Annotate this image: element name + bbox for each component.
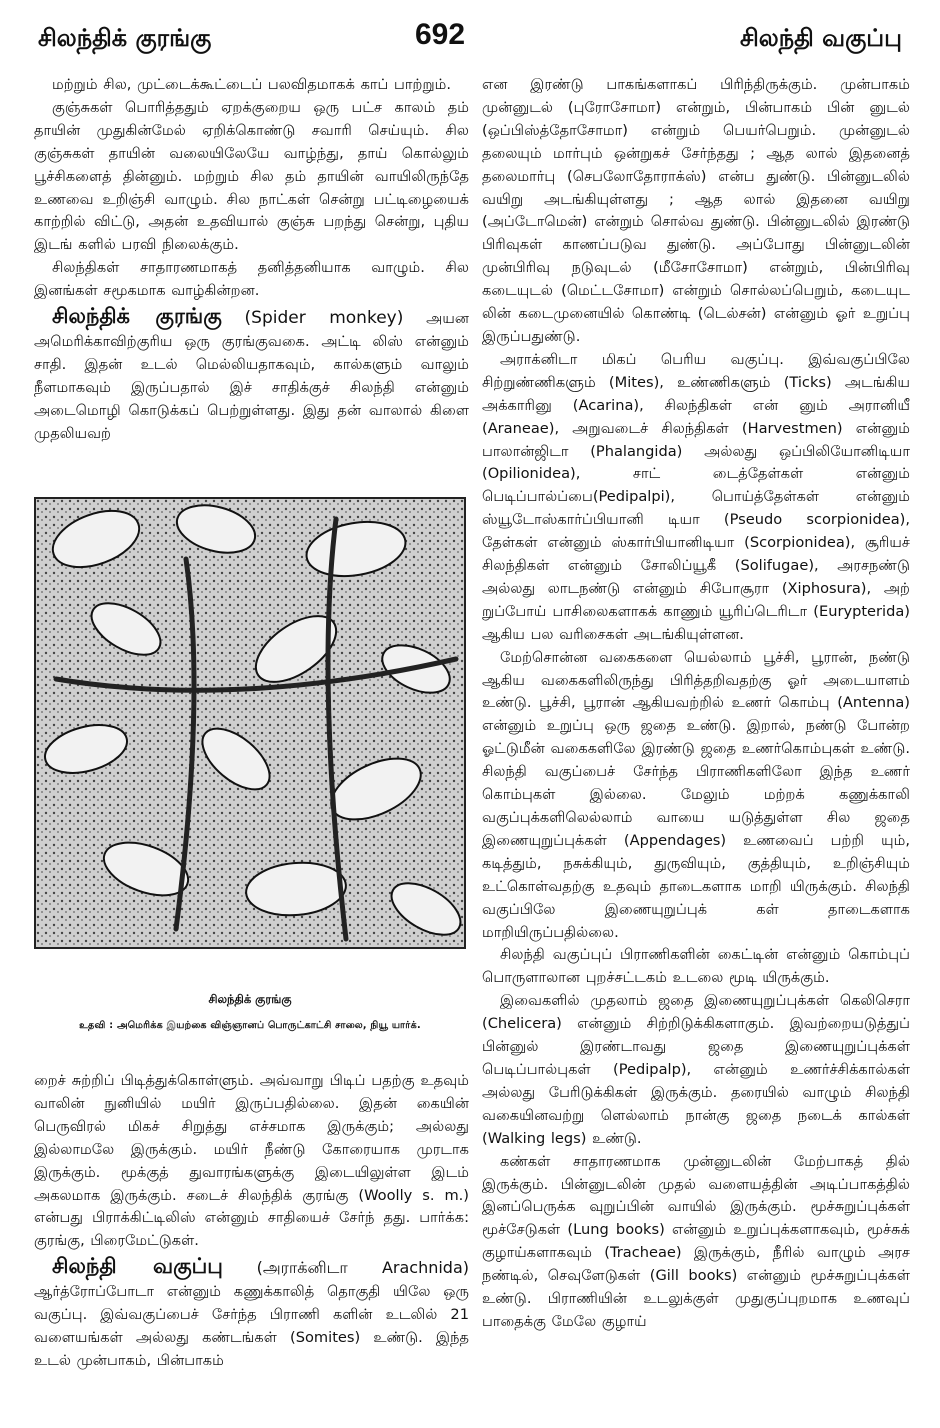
entry-body: ஆர்த்ரோப்போடா என்னும் கணுக்காலித் தொகுதி யிலே ஒரு வகுப்பு. இவ்வகுப்பைச் சேர்ந்த பிராணி களின் உடலில் 21 வளையங்கள் அல்லது கண்டங்கள் (Somites) உண்டு. இந்த உடல் முன்பாகம், பின்பாகம் — [34, 1283, 469, 1369]
left-column-bottom — [34, 1070, 469, 1373]
entry-heading: சிலந்திக் குரங்கு — [52, 304, 222, 329]
entry-body: அயன அமெரிக்காவிற்குரிய ஒரு குரங்குவகை. அட்டி லிஸ் என்னும் சாதி. இதன் உடல் மெல்லியதாகவும், கால்களும் வாலும் நீளமாகவும் இருப்பதால் இச் சாதிக்குச் சிலந்தி என்னும் அடைமொழி கொடுக்கப் பெற்றுள்ளது. இது தன் வாலால் கிளை முதலியவற் — [34, 310, 469, 442]
paragraph: குஞ்சுகள் பொரித்ததும் ஏறக்குறைய ஒரு பட்ச காலம் தம் தாயின் முதுகின்மேல் ஏறிக்கொண்டு சவாரி செய்யும். சில குஞ்சுகள் தாயின் வலையிலேயே வாழ்ந்து, தாய் கொல்லும் பூச்சிகளைத் தின்னும். மற்றும் சில தம் தாயின் வாயிலிருந்தே உணவை உறிஞ்சி வாழும். சில நாட்கள் சென்று பட்டிழையைக் காற்றில் விட்டு, அதன் உதவியால் குஞ்சு பறந்து சென்று, புதிய இடங் களில் பரவி நிலைக்கும். — [34, 98, 469, 254]
paragraph: றைச் சுற்றிப் பிடித்துக்கொள்ளும். அவ்வாறு பிடிப் பதற்கு உதவும் வாலின் நுனியில் மயிர் இருப்பதில்லை. இதன் கையின் பெருவிரல் மிகச் சிறுத்து எச்சமாக இருக்கும்; அல்லது இல்லாமலே இருக்கும். மயிர் நீண்டு கோரையாக முரடாக இருக்கும். மூக்குத் துவாரங்களுக்கு இடையிலுள்ள இடம் அகலமாக இருக்கும். சடைச் சிலந்திக் குரங்கு (Woolly s. m.) என்பது பிராக்கிட்டிலிஸ் என்னும் சாதியைச் சேர்ந் தது. பார்க்க: குரங்கு, பிரைமேட்டுகள். — [34, 1072, 469, 1250]
paragraph: அராக்னிடா மிகப் பெரிய வகுப்பு. இவ்வகுப்பிலே சிற்றுண்ணிகளும் (Mites), உண்ணிகளும் (Ticks) அடங்கிய அக்காரினு (Acarina), சிலந்திகள் என் னும் அரானியீ (Araneae), அறுவடைச் சிலந்திகள் (Harvestmen) என்னும் பாலான்ஜிடா (Phalangida) அல்லது ஒப்பிலியோனிடியா (Opilionidea), சாட் டைத்தேள்கள் என்னும் பெடிப்பால்ப்பை(Pedipalpi), பொய்த்தேள்கள் என்னும் ஸ்யூடோஸ்கார்ப்பியானி டியா (Pseudo scorpionidea), தேள்கள் என்னும் ஸ்கார்பியானிடியா (Scorpionidea), சூரியச் சிலந்திகள் என்னும் சோலிப்யூகீ (Solifugae), அரசநண்டு அல்லது லாடநண்டு என்னும் சிபோசூரா (Xiphosura), அற் றுப்போய் பாசிலைகளாகக் காணும் யூரிப்டெரிடா (Eurypterida) ஆகிய பல வரிசைகள் அடங்கியுள்ளன. — [482, 350, 910, 643]
paragraph: சிலந்திகள் சாதாரணமாகத் தனித்தனியாக வாழும். சில இனங்கள் சமூகமாக வாழ்கின்றன. — [34, 259, 469, 300]
page-header — [0, 0, 940, 70]
paragraph: கண்கள் சாதாரணமாக முன்னுடலின் மேற்பாகத் தில் இருக்கும். பின்னுடலின் முதல் வளையத்தின் அடிப்பாகத்தில் இனப்பெருக்க வுறுப்பின் வாயில் இருக்கும். மூச்சுறுப்புக்கள் மூச்சேடுகள் (Lung books) என்னும் உறுப்புக்களாகவும், மூச்சுக் குழாய்களாகவும் (Tracheae) இருக்கும், நீரில் வாழும் அரச நண்டில், செவுளேடுகள் (Gill books) என்னும் மூச்சுறுப்புக்கள் உண்டு. பிராணியின் உடலுக்குள் முதுகுப்புறமாக உணவுப் பாதைக்கு மேலே குழாய் — [482, 1152, 910, 1330]
paragraph: மற்றும் சில, முட்டைக்கூட்டைப் பலவிதமாகக் காப் பாற்றும். — [52, 76, 452, 93]
figure-caption: சிலந்திக் குரங்கு — [208, 992, 292, 1006]
running-head-left: சிலந்திக் குரங்கு — [38, 24, 212, 52]
paragraph: சிலந்தி வகுப்புப் பிராணிகளின் கைட்டின் என்னும் கொம்புப் பொருளாலான புறச்சட்டகம் உடலை மூடி யிருக்கும். — [482, 946, 910, 987]
spider-monkey-photo — [34, 497, 466, 949]
running-head-right: சிலந்தி வகுப்பு — [739, 24, 902, 52]
entry-arachnida — [34, 1255, 469, 1373]
paragraph: மேற்சொன்ன வகைகளை யெல்லாம் பூச்சி, பூரான், நண்டு ஆகிய வகைகளிலிருந்து பிரித்தறிவதற்கு ஓர் அடையாளம் உண்டு. பூச்சி, பூரான் ஆகியவற்றில் உணர் கொம்பு (Antenna) என்னும் உறுப்பு ஒரு ஜதை உண்டு. இறால், நண்டு போன்ற ஓட்டுமீன் வகைகளிலே இரண்டு ஜதை உணர்கொம்புகள் உண்டு. சிலந்தி வகுப்பைச் சேர்ந்த பிராணிகளிலோ இந்த உணர் கொம்புகள் இல்லை. மேலும் மற்றக் கணுக்காலி வகுப்புக்களிலெல்லாம் வாயை யடுத்துள்ள சில ஜதை இணையுறுப்புக்கள் (Appendages) உணவைப் பற்றி யும், கடித்தும், நசுக்கியும், துருவியும், குத்தியும், உறிஞ்சியும் உட்கொள்வதற்கு உதவும் தாடைகளாக மாறி யிருக்கும். சிலந்தி வகுப்பிலே இணையுறுப்புக் கள் தாடைகளாக மாறியிருப்பதில்லை. — [482, 648, 910, 941]
figure-credit: உதவி : அமெரிக்க இயற்கை விஞ்ஞானப் பொருட்காட்சி சாலை, நியூ யார்க். — [79, 1020, 421, 1031]
paragraph: என இரண்டு பாகங்களாகப் பிரிந்திருக்கும். முன்பாகம் முன்னுடல் (புரோசோமா) என்றும், பின்பாகம் பின் னுடல் (ஒப்பிஸ்த்தோசோமா) என்றும் பெயர்பெறும். முன்னுடல் தலையும் மார்பும் ஒன்றுகச் சேர்ந்தது ; ஆத லால் இதனைத் தலைமார்பு (செபலோதோராக்ஸ்) என்ப துண்டு. பின்னுடலில் வயிறு அடங்கியுள்ளது ; ஆத லால் இதனை வயிறு (அப்டோமென்) என்றும் சொல்வ துண்டு. பின்னுடலில் இரண்டு பிரிவுகள் காணப்படுவ துண்டு. அப்போது பின்னுடலின் முன்பிரிவு நடுவுடல் (மீசோசோமா) என்றும், பின்பிரிவு கடையுடல் (மெட்டசோமா) என்றும் சொல்லப்பெறும், கடையுட லின் கடைமுனையில் கொண்டி (டெல்சன்) என்னும் ஓர் உறுப்பு இருப்பதுண்டு. — [482, 76, 910, 345]
entry-heading: சிலந்தி வகுப்பு — [52, 1254, 223, 1279]
right-column — [482, 74, 910, 1334]
entry-heading-english: (Spider monkey) — [244, 308, 404, 329]
page-number: 692 — [415, 18, 466, 51]
left-column-top — [34, 74, 469, 446]
entry-heading-english: (அராக்னிடா Arachnida) — [256, 1258, 469, 1278]
entry-spider-monkey — [34, 305, 469, 445]
paragraph: இவைகளில் முதலாம் ஜதை இணையுறுப்புக்கள் கெலிசெரா (Chelicera) என்னும் சிற்றிடுக்கிகளாகும். இவற்றையடுத்துப் பின்னுல் இரண்டாவது ஜதை இணையுறுப்புக்கள் பெடிப்பால்புகள் (Pedipalp), என்னும் உணர்ச்சிக்கால்கள் அல்லது பேரிடுக்கிகள் இருக்கும். தரையில் வாழும் சிலந்தி வகையினவற்று ளெல்லாம் நான்கு ஜதை நடைக் கால்கள் (Walking legs) உண்டு. — [482, 992, 910, 1147]
